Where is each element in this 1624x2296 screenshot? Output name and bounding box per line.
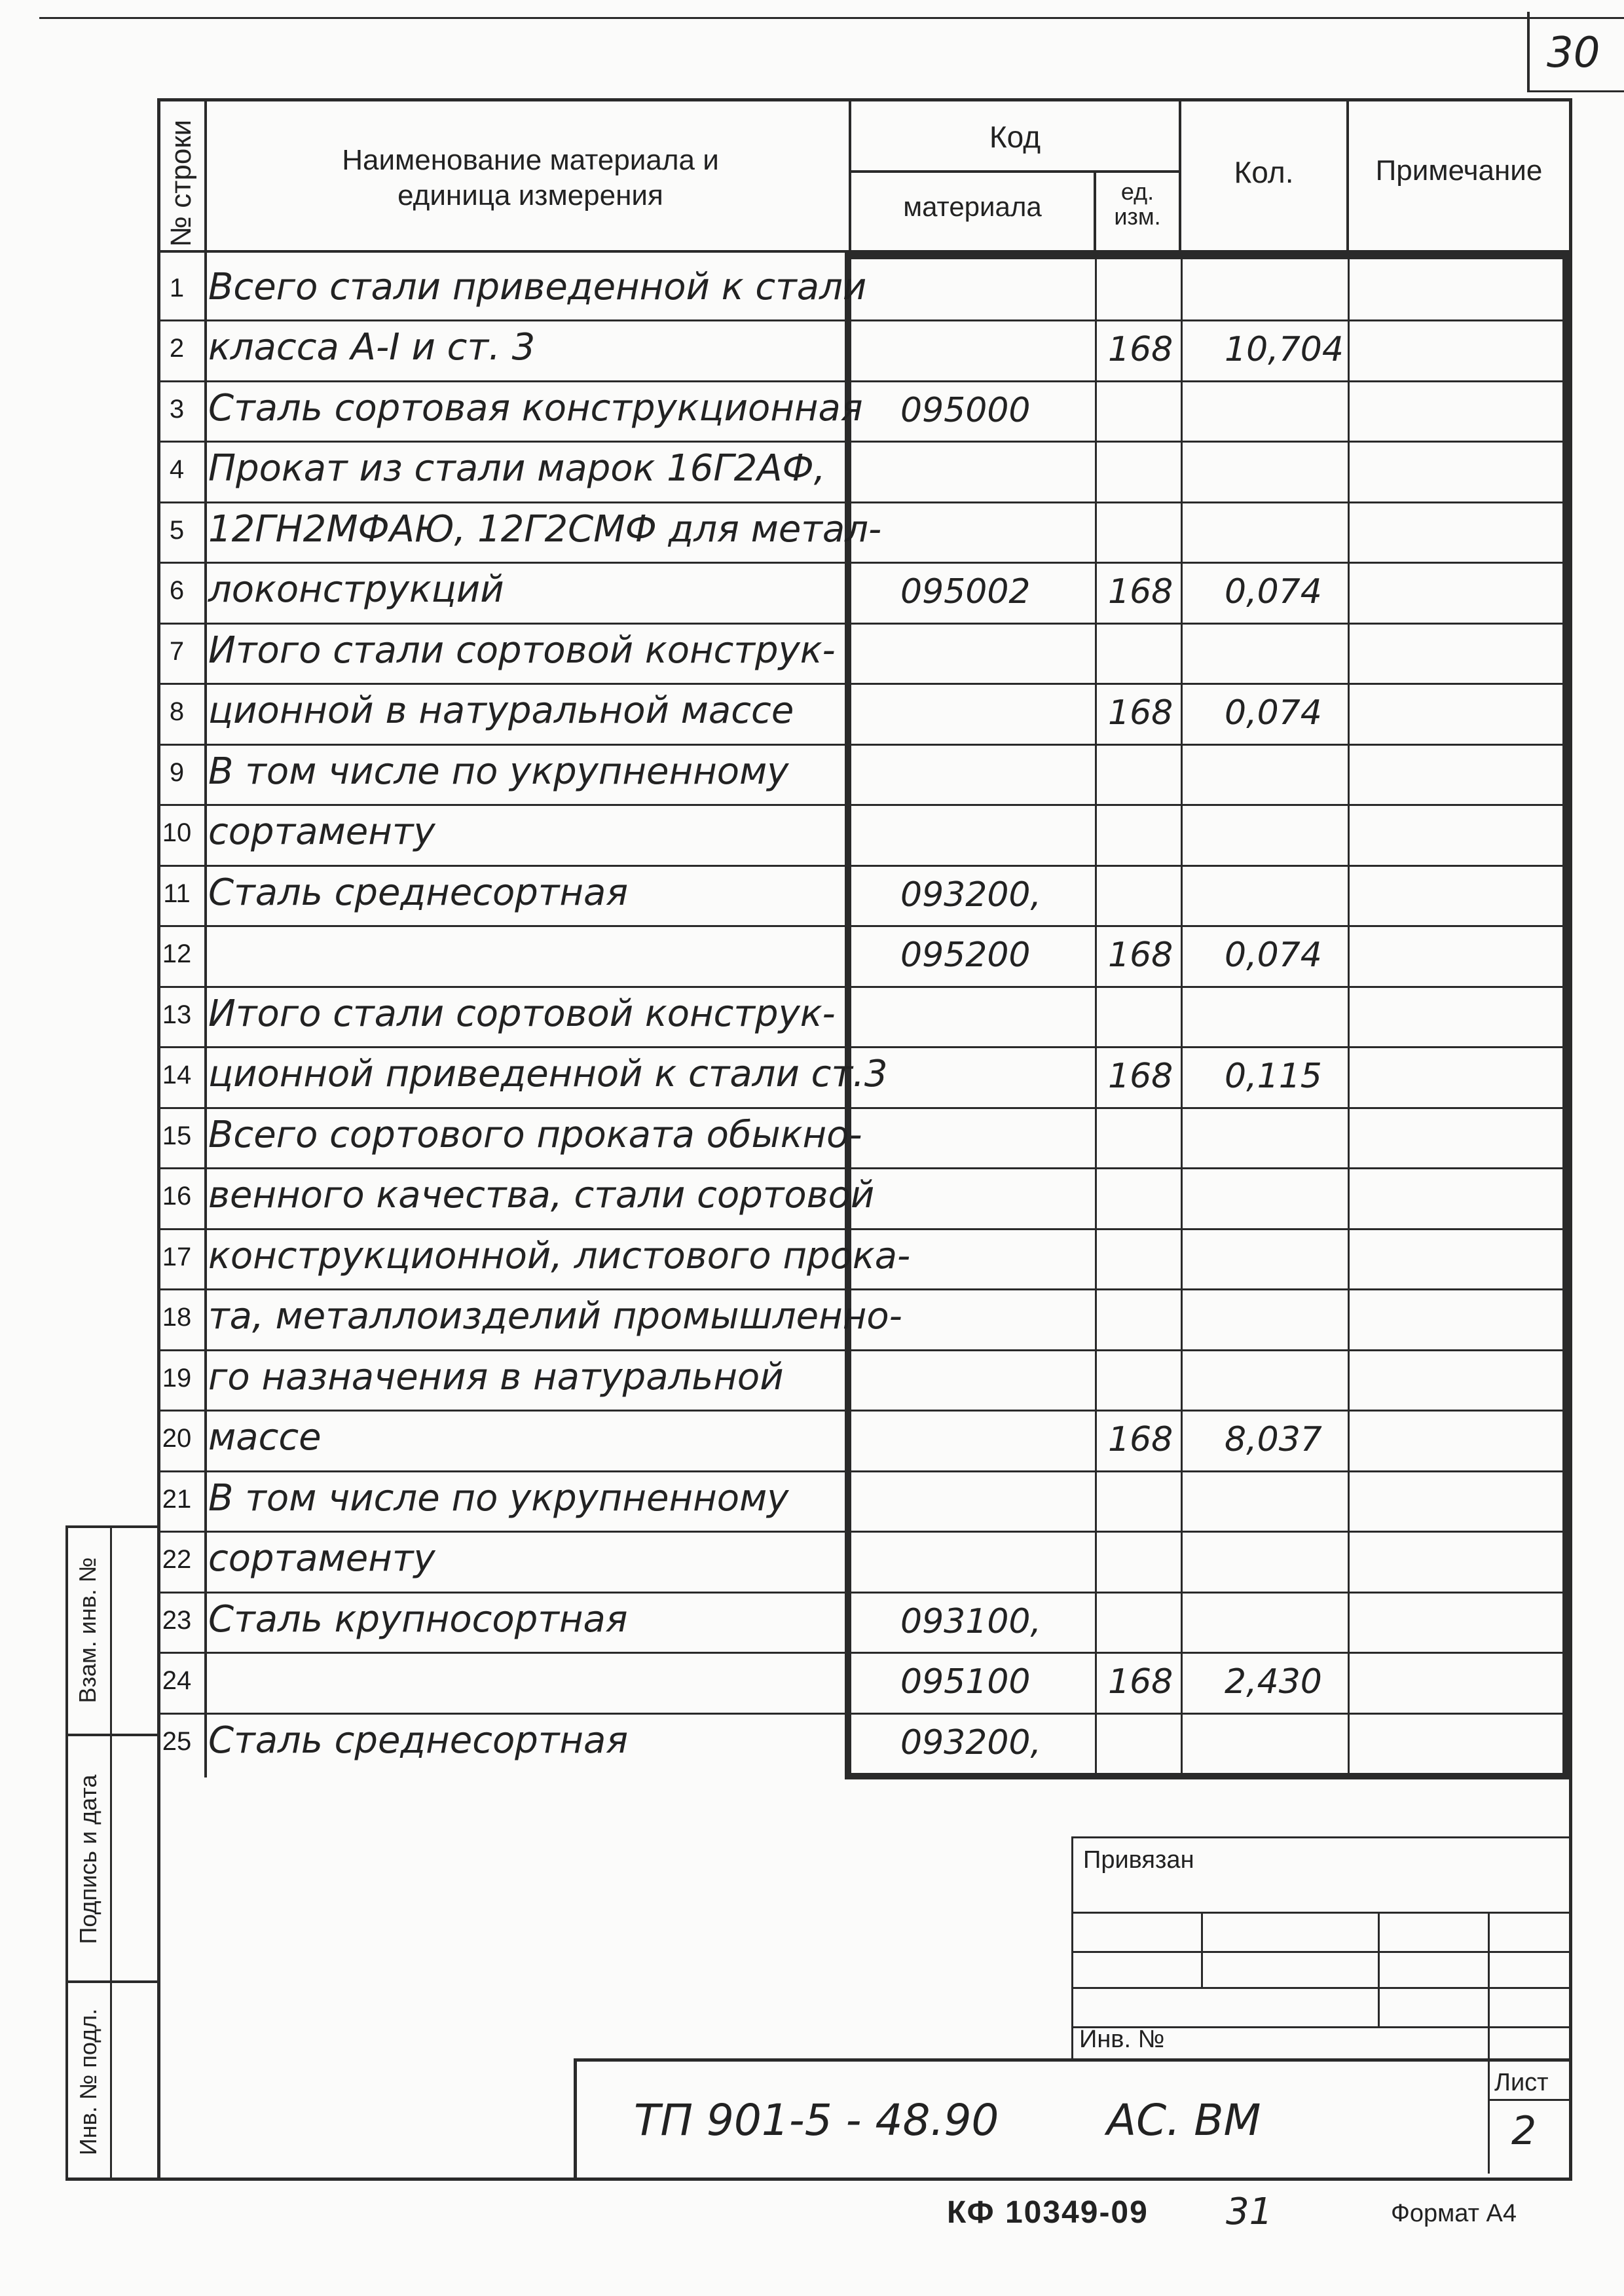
row-number: 18 [162, 1303, 192, 1332]
row-separator [157, 1713, 1565, 1715]
stamp-inv-no: Инв. № [1079, 2026, 1165, 2053]
row-material-name: Всего сортового проката обыкно- [208, 1114, 862, 1156]
row-quantity: 10,704 [1225, 330, 1344, 369]
row-material-code: 095000 [900, 391, 1031, 430]
row-material-name: конструкционной, листового прока- [208, 1235, 911, 1277]
row-material-name: Сталь сортовая конструкционная [208, 387, 863, 429]
page-number-box-bottom [1527, 90, 1624, 92]
row-number: 4 [169, 455, 185, 484]
row-material-name: Прокат из стали марок 16Г2АФ, [208, 447, 826, 490]
page-number-box-left [1527, 12, 1530, 90]
row-number: 6 [169, 576, 185, 605]
row-material-name: Сталь крупносортная [208, 1598, 628, 1641]
row-number: 15 [162, 1121, 192, 1150]
row-material-name: сортаменту [208, 1537, 435, 1580]
body-col-unit [1095, 255, 1097, 1774]
header-qty: Кол. [1234, 155, 1294, 189]
body-thick-left [845, 253, 851, 1779]
row-separator [157, 1531, 1565, 1533]
row-unit-code: 168 [1108, 1662, 1173, 1702]
top-edge-line [39, 17, 1624, 19]
row-material-name: В том числе по укрупненному [208, 750, 789, 793]
stamp-sheet-label: Лист [1494, 2069, 1549, 2096]
row-separator [157, 501, 1565, 503]
row-unit-code: 168 [1108, 1057, 1173, 1096]
row-separator [157, 1470, 1565, 1472]
row-number: 10 [162, 818, 192, 847]
row-material-name: сортаменту [208, 811, 435, 853]
row-separator [157, 1349, 1565, 1351]
header-unit: ед. изм. [1114, 178, 1161, 230]
row-quantity: 2,430 [1225, 1662, 1322, 1702]
stamp-col-3 [1488, 1912, 1490, 2174]
row-separator [157, 1592, 1565, 1594]
frame-top [157, 98, 1572, 101]
row-number: 11 [163, 879, 191, 908]
row-number: 13 [162, 1000, 192, 1029]
row-separator [157, 925, 1565, 927]
stamp-mark: АС. ВМ [1107, 2095, 1261, 2145]
row-material-name: Сталь среднесортная [208, 871, 629, 914]
row-material-name: Всего стали приведенной к стали [208, 266, 867, 308]
footer-format: Формат А4 [1391, 2200, 1517, 2227]
row-material-name: го назначения в натуральной [208, 1356, 784, 1398]
stamp-col-1 [1201, 1912, 1203, 1987]
row-material-name: Итого стали сортовой конструк- [208, 629, 836, 672]
row-material-code: 095002 [900, 572, 1031, 611]
row-unit-code: 168 [1108, 693, 1173, 733]
row-number: 17 [162, 1243, 192, 1271]
row-number: 12 [162, 939, 192, 968]
row-material-name: Сталь среднесортная [208, 1719, 629, 1762]
row-separator [157, 380, 1565, 382]
stamp-privyazan-left [1071, 1836, 1073, 2059]
row-material-code: 093200, [900, 875, 1042, 915]
row-material-name: 12ГН2МФАЮ, 12Г2СМФ для метал- [208, 508, 882, 551]
row-separator [157, 562, 1565, 564]
row-separator [157, 623, 1565, 625]
row-material-name: ционной приведенной к стали ст.3 [208, 1053, 888, 1095]
row-number: 21 [162, 1485, 192, 1514]
row-material-name: ционной в натуральной массе [208, 689, 794, 732]
page-number: 30 [1547, 29, 1600, 77]
row-quantity: 0,074 [1225, 572, 1322, 611]
row-separator [157, 1167, 1565, 1169]
row-material-name: В том числе по укрупненному [208, 1477, 789, 1520]
stamp-sheet-no: 2 [1511, 2108, 1537, 2154]
row-number: 25 [162, 1727, 192, 1756]
row-separator [157, 1046, 1565, 1048]
row-separator [157, 1410, 1565, 1412]
header-code: Код [989, 120, 1041, 154]
stamp-line-c [1071, 1987, 1569, 1989]
frame-bottom [65, 2178, 1572, 2181]
side-label-inv-exchange: Взам. инв. № [74, 1557, 101, 1704]
row-separator [157, 1288, 1565, 1290]
row-separator [157, 441, 1565, 443]
row-number: 1 [169, 274, 185, 302]
side-label-signature-date: Подпись и дата [75, 1774, 101, 1944]
row-separator [157, 744, 1565, 746]
row-quantity: 0,115 [1225, 1057, 1322, 1096]
row-material-name: та, металлоизделий промышленно- [208, 1295, 902, 1338]
row-number: 5 [169, 516, 185, 545]
header-col-rowno [204, 98, 207, 1777]
header-material: материала [903, 191, 1042, 222]
row-material-code: 095100 [900, 1662, 1031, 1702]
row-separator [157, 1107, 1565, 1109]
body-col-note [1348, 255, 1350, 1774]
body-thick-bottom [845, 1773, 1569, 1779]
stamp-designation: ТП 901-5 - 48.90 [634, 2095, 999, 2145]
body-col-qty [1181, 255, 1183, 1774]
row-material-name: венного качества, стали сортовой [208, 1174, 875, 1216]
footer-kf: КФ 10349-09 [947, 2195, 1149, 2230]
side-label-inv-original: Инв. № подл. [75, 2008, 101, 2156]
row-material-name: массе [208, 1416, 322, 1459]
header-note: Примечание [1375, 155, 1543, 187]
stamp-line-a [1071, 1912, 1569, 1914]
row-quantity: 0,074 [1225, 693, 1322, 733]
row-number: 7 [169, 637, 185, 666]
row-material-code: 095200 [900, 936, 1031, 975]
header-code-split [849, 170, 1181, 173]
row-material-name: класса А-I и ст. 3 [208, 326, 536, 369]
row-number: 3 [169, 395, 185, 424]
frame-right [1569, 98, 1572, 2180]
row-separator [157, 804, 1565, 806]
row-number: 2 [169, 334, 185, 363]
body-thick-right [1562, 253, 1569, 1779]
body-thick-top [845, 253, 1569, 259]
row-material-name: локонструкций [208, 568, 504, 611]
side-strip-mid [110, 1525, 112, 2180]
row-number: 14 [162, 1061, 192, 1089]
stamp-main-left [574, 2058, 577, 2180]
stamp-privyazan-top [1071, 1836, 1569, 1838]
row-separator [157, 865, 1565, 867]
row-separator [157, 683, 1565, 685]
header-row-no: № строки [165, 119, 197, 247]
row-number: 9 [169, 758, 185, 787]
row-number: 23 [162, 1606, 192, 1635]
row-quantity: 0,074 [1225, 936, 1322, 975]
row-separator [157, 986, 1565, 988]
row-number: 22 [162, 1545, 192, 1574]
row-number: 19 [162, 1364, 192, 1393]
row-separator [157, 319, 1565, 321]
stamp-main-top [574, 2058, 1569, 2062]
row-number: 20 [162, 1424, 192, 1453]
row-quantity: 8,037 [1225, 1420, 1322, 1459]
row-separator [157, 1228, 1565, 1230]
stamp-col-2 [1378, 1912, 1380, 2026]
row-number: 8 [169, 697, 185, 726]
row-number: 24 [162, 1666, 192, 1695]
row-material-name: Итого стали сортовой конструк- [208, 993, 836, 1035]
footer-num: 31 [1226, 2191, 1273, 2233]
row-material-code: 093100, [900, 1602, 1042, 1641]
header-name: Наименование материала и единица измерения [342, 144, 719, 211]
row-number: 16 [162, 1182, 192, 1211]
row-separator [157, 1652, 1565, 1654]
row-unit-code: 168 [1108, 1420, 1173, 1459]
stamp-sheet-sep [1488, 2099, 1569, 2101]
row-unit-code: 168 [1108, 330, 1173, 369]
row-unit-code: 168 [1108, 936, 1173, 975]
stamp-line-b [1071, 1951, 1569, 1953]
row-material-code: 093200, [900, 1723, 1042, 1762]
row-unit-code: 168 [1108, 572, 1173, 611]
stamp-privyazan: Привязан [1083, 1846, 1194, 1874]
